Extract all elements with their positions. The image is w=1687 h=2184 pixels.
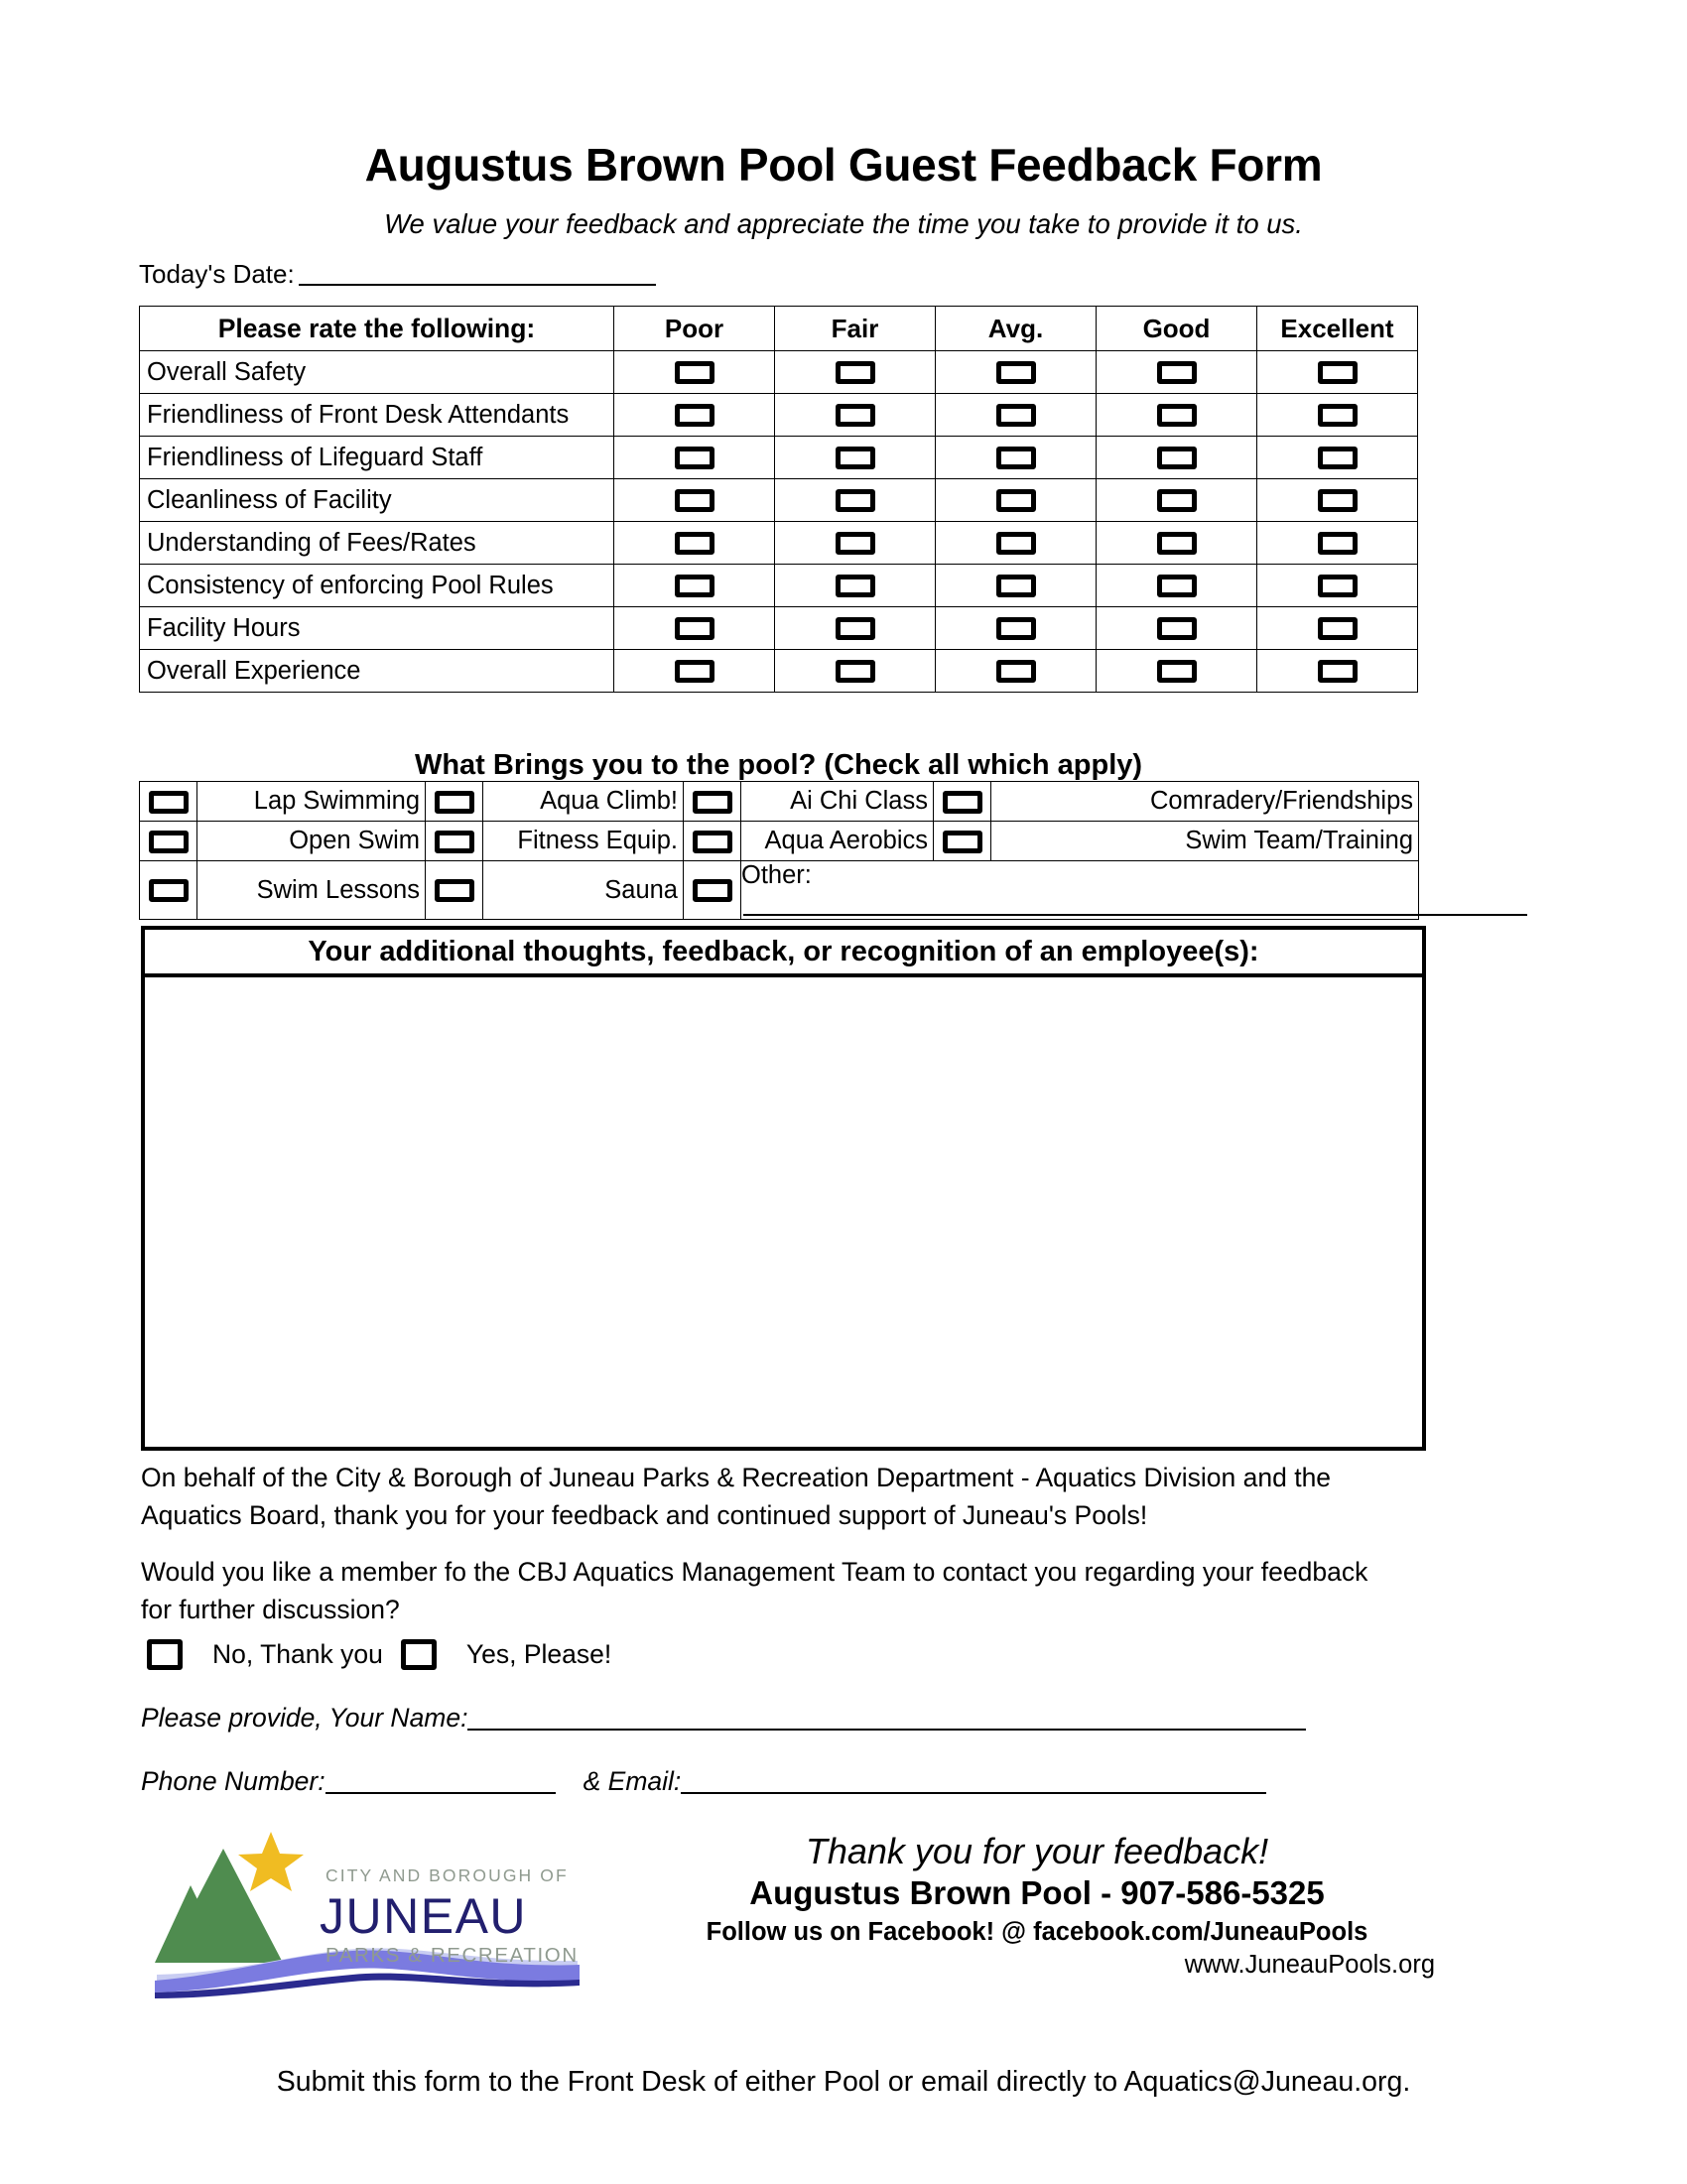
checkbox-icon[interactable] bbox=[1318, 575, 1358, 597]
activity-checkbox-swim-lessons[interactable] bbox=[140, 861, 197, 920]
activity-other-cell bbox=[741, 861, 1419, 920]
comment-box-textarea[interactable] bbox=[141, 977, 1426, 1451]
checkbox-icon[interactable] bbox=[996, 404, 1036, 427]
table-row bbox=[140, 565, 1418, 607]
activity-checkbox-aqua-climb[interactable] bbox=[426, 782, 483, 822]
table-row bbox=[140, 437, 1418, 479]
activity-checkbox-aqua-aerobics[interactable] bbox=[684, 822, 741, 861]
contact-preference-row bbox=[147, 1639, 611, 1670]
phone-email-field-row bbox=[141, 1768, 1266, 1795]
activity-checkbox-other[interactable] bbox=[684, 861, 741, 920]
footer-website: www.JuneauPools.org bbox=[1184, 1951, 1435, 1980]
table-row bbox=[140, 479, 1418, 522]
checkbox-icon[interactable] bbox=[675, 489, 714, 512]
checkbox-icon[interactable] bbox=[1157, 532, 1197, 555]
checkbox-icon[interactable] bbox=[675, 617, 714, 640]
logo-line3: PARKS & RECREATION bbox=[325, 1944, 579, 1967]
table-row bbox=[140, 650, 1418, 693]
checkbox-icon[interactable] bbox=[836, 447, 875, 469]
checkbox-icon[interactable] bbox=[675, 361, 714, 384]
rating-cell-fair[interactable] bbox=[775, 394, 936, 437]
checkbox-icon[interactable] bbox=[693, 831, 732, 853]
table-row bbox=[140, 522, 1418, 565]
contact-no-label: No, Thank you bbox=[212, 1639, 383, 1670]
table-row bbox=[140, 607, 1418, 650]
activity-checkbox-ai-chi-class[interactable] bbox=[684, 782, 741, 822]
checkbox-icon[interactable] bbox=[996, 361, 1036, 384]
activity-label-comradery: Comradery/Friendships bbox=[991, 782, 1419, 822]
rating-cell-poor[interactable] bbox=[614, 565, 775, 607]
checkbox-icon[interactable] bbox=[996, 660, 1036, 683]
activity-checkbox-lap-swimming[interactable] bbox=[140, 782, 197, 822]
rating-cell-avg[interactable] bbox=[936, 650, 1097, 693]
rating-col-poor: Poor bbox=[614, 307, 775, 351]
page-subtitle: We value your feedback and appreciate the time you take to provide it to us. bbox=[384, 208, 1303, 239]
activity-label-other: Other: bbox=[741, 861, 812, 889]
phone-field-input[interactable] bbox=[325, 1792, 556, 1794]
checkbox-icon[interactable] bbox=[693, 791, 732, 814]
rating-row-label: Understanding of Fees/Rates bbox=[140, 522, 614, 565]
checkbox-icon[interactable] bbox=[675, 404, 714, 427]
rating-row-label: Cleanliness of Facility bbox=[140, 479, 614, 522]
activity-checkbox-fitness-equip[interactable] bbox=[426, 822, 483, 861]
thanks-paragraph: On behalf of the City & Borough of Juneau Parks & Recreation Department - Aquatics Division and the Aquatics Board, thank you for your feedback and continued support of Juneau's Pools! bbox=[141, 1463, 1332, 1530]
activity-label-fitness-equip: Fitness Equip. bbox=[483, 822, 684, 861]
rating-col-excellent: Excellent bbox=[1257, 307, 1418, 351]
checkbox-icon[interactable] bbox=[1318, 361, 1358, 384]
rating-row-label: Facility Hours bbox=[140, 607, 614, 650]
comment-box-title: Your additional thoughts, feedback, or recognition of an employee(s): bbox=[308, 935, 1259, 967]
submit-instructions: Submit this form to the Front Desk of either Pool or email directly to Aquatics@Juneau.org. bbox=[276, 2066, 1411, 2098]
checkbox-icon[interactable] bbox=[996, 447, 1036, 469]
footer-pool-phone: Augustus Brown Pool - 907-586-5325 bbox=[749, 1874, 1325, 1912]
checkbox-icon[interactable] bbox=[996, 617, 1036, 640]
email-field-label: & Email: bbox=[583, 1766, 682, 1796]
rating-cell-good[interactable] bbox=[1097, 565, 1257, 607]
rating-cell-avg[interactable] bbox=[936, 522, 1097, 565]
rating-cell-poor[interactable] bbox=[614, 394, 775, 437]
rating-cell-poor[interactable] bbox=[614, 607, 775, 650]
rating-cell-excellent[interactable] bbox=[1257, 650, 1418, 693]
activity-label-ai-chi-class: Ai Chi Class bbox=[741, 782, 934, 822]
rating-cell-poor[interactable] bbox=[614, 479, 775, 522]
activities-table bbox=[139, 781, 1419, 920]
checkbox-icon[interactable] bbox=[1318, 532, 1358, 555]
phone-field-label: Phone Number: bbox=[141, 1766, 325, 1796]
checkbox-icon[interactable] bbox=[693, 879, 732, 902]
checkbox-icon[interactable] bbox=[1318, 447, 1358, 469]
checkbox-icon[interactable] bbox=[675, 575, 714, 597]
checkbox-icon[interactable] bbox=[149, 791, 189, 814]
checkbox-icon[interactable] bbox=[996, 489, 1036, 512]
checkbox-icon[interactable] bbox=[1157, 575, 1197, 597]
activity-label-swim-lessons: Swim Lessons bbox=[197, 861, 426, 920]
table-row bbox=[140, 351, 1418, 394]
rating-cell-avg[interactable] bbox=[936, 437, 1097, 479]
checkbox-icon[interactable] bbox=[1157, 617, 1197, 640]
rating-cell-good[interactable] bbox=[1097, 351, 1257, 394]
rating-cell-poor[interactable] bbox=[614, 437, 775, 479]
table-row bbox=[140, 822, 1419, 861]
rating-cell-fair[interactable] bbox=[775, 565, 936, 607]
checkbox-icon[interactable] bbox=[435, 879, 474, 902]
rating-table bbox=[139, 306, 1418, 693]
checkbox-icon[interactable] bbox=[836, 575, 875, 597]
rating-table-header-row bbox=[140, 307, 1418, 351]
rating-cell-fair[interactable] bbox=[775, 351, 936, 394]
rating-cell-avg[interactable] bbox=[936, 479, 1097, 522]
rating-cell-poor[interactable] bbox=[614, 522, 775, 565]
name-field-label: Please provide, Your Name: bbox=[141, 1703, 468, 1733]
rating-cell-poor[interactable] bbox=[614, 351, 775, 394]
checkbox-icon[interactable] bbox=[435, 831, 474, 853]
rating-cell-good[interactable] bbox=[1097, 479, 1257, 522]
rating-col-fair: Fair bbox=[775, 307, 936, 351]
checkbox-icon-no-thank-you[interactable] bbox=[147, 1639, 183, 1670]
rating-cell-avg[interactable] bbox=[936, 394, 1097, 437]
checkbox-icon[interactable] bbox=[1318, 660, 1358, 683]
rating-cell-fair[interactable] bbox=[775, 607, 936, 650]
activity-label-sauna: Sauna bbox=[483, 861, 684, 920]
activities-table-container bbox=[139, 781, 1419, 920]
activities-title: What Brings you to the pool? (Check all which apply) bbox=[414, 749, 1143, 781]
rating-col-good: Good bbox=[1097, 307, 1257, 351]
rating-col-avg: Avg. bbox=[936, 307, 1097, 351]
rating-row-label: Friendliness of Lifeguard Staff bbox=[140, 437, 614, 479]
juneau-parks-recreation-logo bbox=[149, 1824, 585, 2012]
activity-checkbox-comradery[interactable] bbox=[934, 782, 991, 822]
rating-cell-fair[interactable] bbox=[775, 522, 936, 565]
checkbox-icon[interactable] bbox=[1157, 489, 1197, 512]
email-field-input[interactable] bbox=[681, 1792, 1266, 1794]
rating-cell-avg[interactable] bbox=[936, 351, 1097, 394]
checkbox-icon[interactable] bbox=[943, 831, 982, 853]
checkbox-icon[interactable] bbox=[836, 532, 875, 555]
logo-line2: JUNEAU bbox=[320, 1888, 528, 1944]
rating-cell-excellent[interactable] bbox=[1257, 394, 1418, 437]
checkbox-icon[interactable] bbox=[836, 617, 875, 640]
checkbox-icon[interactable] bbox=[149, 831, 189, 853]
activity-label-aqua-climb: Aqua Climb! bbox=[483, 782, 684, 822]
rating-cell-excellent[interactable] bbox=[1257, 607, 1418, 650]
checkbox-icon[interactable] bbox=[1157, 361, 1197, 384]
activity-label-aqua-aerobics: Aqua Aerobics bbox=[741, 822, 934, 861]
rating-row-label: Overall Experience bbox=[140, 650, 614, 693]
todays-date-label: Today's Date: bbox=[139, 258, 295, 289]
rating-cell-good[interactable] bbox=[1097, 394, 1257, 437]
rating-cell-fair[interactable] bbox=[775, 437, 936, 479]
table-row bbox=[140, 861, 1419, 920]
name-field-input[interactable] bbox=[467, 1729, 1306, 1731]
table-row bbox=[140, 782, 1419, 822]
checkbox-icon[interactable] bbox=[1157, 447, 1197, 469]
star-icon bbox=[238, 1832, 304, 1891]
todays-date-row bbox=[0, 238, 1687, 287]
checkbox-icon[interactable] bbox=[996, 532, 1036, 555]
rating-cell-excellent[interactable] bbox=[1257, 479, 1418, 522]
todays-date-input[interactable] bbox=[299, 284, 656, 286]
footer-contact-block bbox=[635, 1831, 1439, 1982]
checkbox-icon[interactable] bbox=[1318, 404, 1358, 427]
checkbox-icon[interactable] bbox=[675, 532, 714, 555]
contact-question: Would you like a member fo the CBJ Aquatics Management Team to contact you regarding your feedback for further discussion? bbox=[141, 1557, 1368, 1624]
checkbox-icon[interactable] bbox=[149, 879, 189, 902]
table-row bbox=[140, 394, 1418, 437]
activity-label-swim-team: Swim Team/Training bbox=[991, 822, 1419, 861]
comment-box-header bbox=[141, 926, 1426, 977]
activity-checkbox-sauna[interactable] bbox=[426, 861, 483, 920]
checkbox-icon[interactable] bbox=[1157, 404, 1197, 427]
rating-cell-poor[interactable] bbox=[614, 650, 775, 693]
rating-row-label: Overall Safety bbox=[140, 351, 614, 394]
rating-cell-fair[interactable] bbox=[775, 650, 936, 693]
checkbox-icon[interactable] bbox=[1157, 660, 1197, 683]
checkbox-icon[interactable] bbox=[675, 660, 714, 683]
checkbox-icon[interactable] bbox=[836, 404, 875, 427]
rating-cell-good[interactable] bbox=[1097, 522, 1257, 565]
footer-thanks: Thank you for your feedback! bbox=[805, 1831, 1269, 1871]
checkbox-icon[interactable] bbox=[1318, 617, 1358, 640]
rating-row-label: Friendliness of Front Desk Attendants bbox=[140, 394, 614, 437]
checkbox-icon[interactable] bbox=[1318, 489, 1358, 512]
checkbox-icon-yes-please[interactable] bbox=[401, 1639, 437, 1670]
contact-yes-label: Yes, Please! bbox=[465, 1639, 612, 1670]
checkbox-icon[interactable] bbox=[996, 575, 1036, 597]
rating-cell-avg[interactable] bbox=[936, 565, 1097, 607]
logo-svg bbox=[149, 1824, 585, 2012]
checkbox-icon[interactable] bbox=[836, 660, 875, 683]
name-field-row bbox=[141, 1705, 1306, 1732]
checkbox-icon[interactable] bbox=[675, 447, 714, 469]
rating-cell-fair[interactable] bbox=[775, 479, 936, 522]
rating-lead-header: Please rate the following: bbox=[140, 307, 614, 351]
footer-facebook: Follow us on Facebook! @ facebook.com/JuneauPools bbox=[706, 1917, 1368, 1946]
activity-label-lap-swimming: Lap Swimming bbox=[197, 782, 426, 822]
checkbox-icon[interactable] bbox=[943, 791, 982, 814]
rating-cell-excellent[interactable] bbox=[1257, 565, 1418, 607]
rating-cell-excellent[interactable] bbox=[1257, 437, 1418, 479]
logo-line1: CITY AND BOROUGH OF bbox=[325, 1865, 569, 1885]
activity-checkbox-swim-team[interactable] bbox=[934, 822, 991, 861]
rating-cell-good[interactable] bbox=[1097, 650, 1257, 693]
activity-checkbox-open-swim[interactable] bbox=[140, 822, 197, 861]
rating-cell-good[interactable] bbox=[1097, 607, 1257, 650]
rating-cell-avg[interactable] bbox=[936, 607, 1097, 650]
activity-other-input[interactable] bbox=[743, 914, 1527, 916]
page-title: Augustus Brown Pool Guest Feedback Form bbox=[364, 139, 1323, 191]
checkbox-icon[interactable] bbox=[836, 361, 875, 384]
checkbox-icon[interactable] bbox=[836, 489, 875, 512]
rating-cell-excellent[interactable] bbox=[1257, 522, 1418, 565]
rating-table-container bbox=[139, 306, 1418, 693]
checkbox-icon[interactable] bbox=[435, 791, 474, 814]
rating-row-label: Consistency of enforcing Pool Rules bbox=[140, 565, 614, 607]
rating-cell-good[interactable] bbox=[1097, 437, 1257, 479]
activity-label-open-swim: Open Swim bbox=[197, 822, 426, 861]
rating-cell-excellent[interactable] bbox=[1257, 351, 1418, 394]
